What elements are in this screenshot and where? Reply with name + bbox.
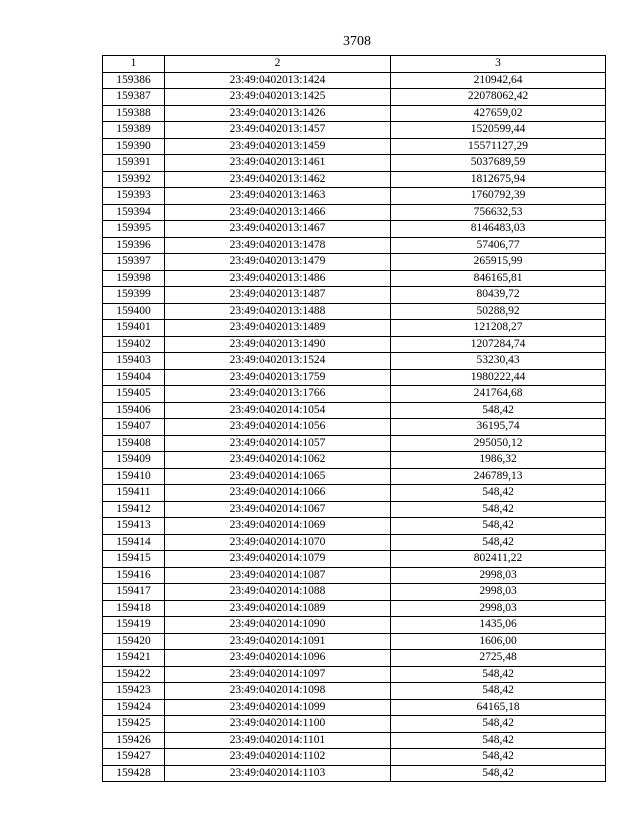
- table-row: [103, 353, 606, 370]
- value-cell: 548,42: [391, 716, 606, 733]
- table-row: [103, 287, 606, 304]
- value-cell: 548,42: [391, 732, 606, 749]
- table-row: [103, 188, 606, 205]
- table-row: [103, 732, 606, 749]
- table-row: [103, 303, 606, 320]
- cadastral-number-cell: 23:49:0402014:1089: [165, 600, 391, 617]
- row-number-cell: 159405: [103, 386, 165, 403]
- cadastral-number-cell: 23:49:0402014:1070: [165, 534, 391, 551]
- cadastral-number-cell: 23:49:0402013:1489: [165, 320, 391, 337]
- row-number-cell: 159398: [103, 270, 165, 287]
- value-cell: 36195,74: [391, 419, 606, 436]
- cadastral-number-cell: 23:49:0402014:1101: [165, 732, 391, 749]
- value-cell: 1207284,74: [391, 336, 606, 353]
- table-row: [103, 567, 606, 584]
- value-cell: 1606,00: [391, 633, 606, 650]
- cadastral-number-cell: 23:49:0402013:1426: [165, 105, 391, 122]
- value-cell: 802411,22: [391, 551, 606, 568]
- value-cell: 548,42: [391, 402, 606, 419]
- table-row: [103, 551, 606, 568]
- value-cell: 548,42: [391, 518, 606, 535]
- row-number-cell: 159407: [103, 419, 165, 436]
- registry-table: [102, 55, 606, 782]
- cadastral-number-cell: 23:49:0402014:1067: [165, 501, 391, 518]
- row-number-cell: 159404: [103, 369, 165, 386]
- cadastral-number-cell: 23:49:0402013:1424: [165, 72, 391, 89]
- table-row: [103, 105, 606, 122]
- row-number-cell: 159399: [103, 287, 165, 304]
- value-cell: 548,42: [391, 666, 606, 683]
- table-row: [103, 237, 606, 254]
- cadastral-number-cell: 23:49:0402013:1459: [165, 138, 391, 155]
- value-cell: 548,42: [391, 749, 606, 766]
- value-cell: 80439,72: [391, 287, 606, 304]
- cadastral-number-cell: 23:49:0402013:1479: [165, 254, 391, 271]
- value-cell: 756632,53: [391, 204, 606, 221]
- cadastral-number-cell: 23:49:0402014:1056: [165, 419, 391, 436]
- row-number-cell: 159415: [103, 551, 165, 568]
- row-number-cell: 159397: [103, 254, 165, 271]
- value-cell: 548,42: [391, 683, 606, 700]
- row-number-cell: 159394: [103, 204, 165, 221]
- value-cell: 53230,43: [391, 353, 606, 370]
- value-cell: 15571127,29: [391, 138, 606, 155]
- row-number-cell: 159420: [103, 633, 165, 650]
- table-row: [103, 369, 606, 386]
- cadastral-number-cell: 23:49:0402014:1099: [165, 699, 391, 716]
- cadastral-number-cell: 23:49:0402014:1097: [165, 666, 391, 683]
- value-cell: 22078062,42: [391, 89, 606, 106]
- row-number-cell: 159401: [103, 320, 165, 337]
- table-body: [103, 72, 606, 782]
- cadastral-number-cell: 23:49:0402013:1759: [165, 369, 391, 386]
- cadastral-number-cell: 23:49:0402013:1490: [165, 336, 391, 353]
- row-number-cell: 159428: [103, 765, 165, 782]
- cadastral-number-cell: 23:49:0402013:1463: [165, 188, 391, 205]
- row-number-cell: 159392: [103, 171, 165, 188]
- table-row: [103, 765, 606, 782]
- cadastral-number-cell: 23:49:0402014:1096: [165, 650, 391, 667]
- table-row: [103, 402, 606, 419]
- value-cell: 8146483,03: [391, 221, 606, 238]
- table-row: [103, 72, 606, 89]
- column-header-2: 2: [165, 56, 391, 73]
- value-cell: 64165,18: [391, 699, 606, 716]
- value-cell: 2998,03: [391, 584, 606, 601]
- table-row: [103, 452, 606, 469]
- value-cell: 1760792,39: [391, 188, 606, 205]
- table-row: [103, 171, 606, 188]
- cadastral-number-cell: 23:49:0402014:1088: [165, 584, 391, 601]
- cadastral-number-cell: 23:49:0402013:1467: [165, 221, 391, 238]
- cadastral-number-cell: 23:49:0402013:1466: [165, 204, 391, 221]
- column-header-3: 3: [391, 56, 606, 73]
- row-number-cell: 159409: [103, 452, 165, 469]
- row-number-cell: 159408: [103, 435, 165, 452]
- cadastral-number-cell: 23:49:0402014:1065: [165, 468, 391, 485]
- cadastral-number-cell: 23:49:0402014:1102: [165, 749, 391, 766]
- row-number-cell: 159411: [103, 485, 165, 502]
- value-cell: 1812675,94: [391, 171, 606, 188]
- table-row: [103, 419, 606, 436]
- cadastral-number-cell: 23:49:0402013:1457: [165, 122, 391, 139]
- value-cell: 241764,68: [391, 386, 606, 403]
- table-row: [103, 435, 606, 452]
- value-cell: 427659,02: [391, 105, 606, 122]
- table-row: [103, 138, 606, 155]
- cadastral-number-cell: 23:49:0402014:1062: [165, 452, 391, 469]
- cadastral-number-cell: 23:49:0402014:1091: [165, 633, 391, 650]
- table-header: [103, 56, 606, 73]
- value-cell: 548,42: [391, 485, 606, 502]
- row-number-cell: 159422: [103, 666, 165, 683]
- row-number-cell: 159388: [103, 105, 165, 122]
- cadastral-number-cell: 23:49:0402014:1069: [165, 518, 391, 535]
- row-number-cell: 159395: [103, 221, 165, 238]
- row-number-cell: 159400: [103, 303, 165, 320]
- value-cell: 2998,03: [391, 600, 606, 617]
- table-row: [103, 650, 606, 667]
- cadastral-number-cell: 23:49:0402013:1478: [165, 237, 391, 254]
- table-row: [103, 600, 606, 617]
- row-number-cell: 159423: [103, 683, 165, 700]
- row-number-cell: 159387: [103, 89, 165, 106]
- cadastral-number-cell: 23:49:0402013:1425: [165, 89, 391, 106]
- value-cell: 1980222,44: [391, 369, 606, 386]
- row-number-cell: 159393: [103, 188, 165, 205]
- value-cell: 846165,81: [391, 270, 606, 287]
- table-row: [103, 534, 606, 551]
- cadastral-number-cell: 23:49:0402014:1103: [165, 765, 391, 782]
- cadastral-number-cell: 23:49:0402014:1057: [165, 435, 391, 452]
- cadastral-number-cell: 23:49:0402014:1100: [165, 716, 391, 733]
- value-cell: 1520599,44: [391, 122, 606, 139]
- row-number-cell: 159421: [103, 650, 165, 667]
- value-cell: 246789,13: [391, 468, 606, 485]
- row-number-cell: 159416: [103, 567, 165, 584]
- cadastral-number-cell: 23:49:0402014:1066: [165, 485, 391, 502]
- value-cell: 2725,48: [391, 650, 606, 667]
- value-cell: 121208,27: [391, 320, 606, 337]
- value-cell: 5037689,59: [391, 155, 606, 172]
- row-number-cell: 159417: [103, 584, 165, 601]
- row-number-cell: 159425: [103, 716, 165, 733]
- table-row: [103, 270, 606, 287]
- column-header-1: 1: [103, 56, 165, 73]
- row-number-cell: 159386: [103, 72, 165, 89]
- row-number-cell: 159414: [103, 534, 165, 551]
- value-cell: 2998,03: [391, 567, 606, 584]
- table-row: [103, 468, 606, 485]
- cadastral-number-cell: 23:49:0402014:1090: [165, 617, 391, 634]
- page-number: 3708: [343, 34, 371, 49]
- table-row: [103, 320, 606, 337]
- row-number-cell: 159391: [103, 155, 165, 172]
- table-row: [103, 254, 606, 271]
- row-number-cell: 159410: [103, 468, 165, 485]
- row-number-cell: 159427: [103, 749, 165, 766]
- table-row: [103, 122, 606, 139]
- table-row: [103, 89, 606, 106]
- cadastral-number-cell: 23:49:0402014:1087: [165, 567, 391, 584]
- table-row: [103, 683, 606, 700]
- row-number-cell: 159390: [103, 138, 165, 155]
- cadastral-number-cell: 23:49:0402013:1488: [165, 303, 391, 320]
- row-number-cell: 159403: [103, 353, 165, 370]
- value-cell: 548,42: [391, 501, 606, 518]
- cadastral-number-cell: 23:49:0402014:1054: [165, 402, 391, 419]
- value-cell: 50288,92: [391, 303, 606, 320]
- value-cell: 57406,77: [391, 237, 606, 254]
- cadastral-number-cell: 23:49:0402014:1079: [165, 551, 391, 568]
- row-number-cell: 159424: [103, 699, 165, 716]
- table-row: [103, 716, 606, 733]
- row-number-cell: 159396: [103, 237, 165, 254]
- table-row: [103, 386, 606, 403]
- cadastral-number-cell: 23:49:0402013:1487: [165, 287, 391, 304]
- value-cell: 548,42: [391, 534, 606, 551]
- table-row: [103, 749, 606, 766]
- table-row: [103, 699, 606, 716]
- table-row: [103, 221, 606, 238]
- table-row: [103, 584, 606, 601]
- cadastral-number-cell: 23:49:0402013:1486: [165, 270, 391, 287]
- table-row: [103, 666, 606, 683]
- table-row: [103, 204, 606, 221]
- value-cell: 210942,64: [391, 72, 606, 89]
- table-row: [103, 336, 606, 353]
- value-cell: 265915,99: [391, 254, 606, 271]
- cadastral-number-cell: 23:49:0402013:1461: [165, 155, 391, 172]
- header-row: [103, 56, 606, 73]
- cadastral-number-cell: 23:49:0402013:1462: [165, 171, 391, 188]
- table-row: [103, 617, 606, 634]
- table-row: [103, 155, 606, 172]
- row-number-cell: 159426: [103, 732, 165, 749]
- table-row: [103, 518, 606, 535]
- table-row: [103, 501, 606, 518]
- row-number-cell: 159389: [103, 122, 165, 139]
- value-cell: 295050,12: [391, 435, 606, 452]
- value-cell: 1435,06: [391, 617, 606, 634]
- table-row: [103, 485, 606, 502]
- value-cell: 1986,32: [391, 452, 606, 469]
- row-number-cell: 159418: [103, 600, 165, 617]
- row-number-cell: 159413: [103, 518, 165, 535]
- cadastral-number-cell: 23:49:0402013:1766: [165, 386, 391, 403]
- row-number-cell: 159419: [103, 617, 165, 634]
- table-row: [103, 633, 606, 650]
- value-cell: 548,42: [391, 765, 606, 782]
- row-number-cell: 159406: [103, 402, 165, 419]
- cadastral-number-cell: 23:49:0402014:1098: [165, 683, 391, 700]
- row-number-cell: 159402: [103, 336, 165, 353]
- row-number-cell: 159412: [103, 501, 165, 518]
- cadastral-number-cell: 23:49:0402013:1524: [165, 353, 391, 370]
